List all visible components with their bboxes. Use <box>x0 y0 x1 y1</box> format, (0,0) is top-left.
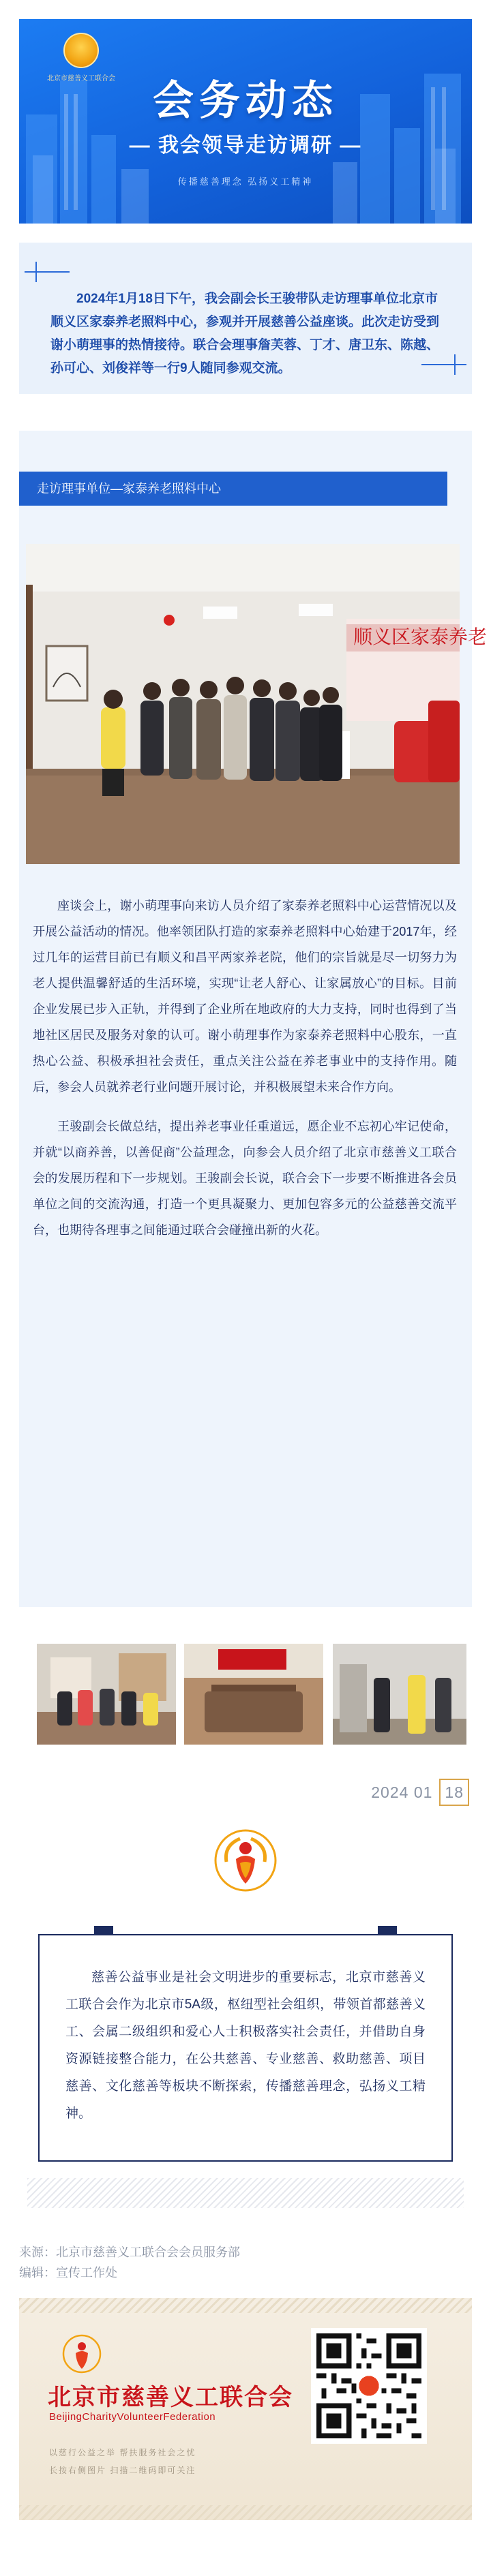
page-subtitle: — 我会领导走访调研 — <box>129 134 362 157</box>
banner-slogan: 传播慈善理念 弘扬义工精神 <box>177 177 314 187</box>
wechat-qr-code[interactable] <box>311 2328 427 2444</box>
footer-stripe-top <box>19 2298 472 2313</box>
photo-wall-sign: 顺义区家泰养老 <box>353 626 488 647</box>
section-title: 走访理事单位—家泰养老照料中心 <box>19 472 447 506</box>
card-tab-right <box>378 1926 397 1935</box>
publish-date-day: 18 <box>439 1779 469 1806</box>
meeting-photo-3[interactable] <box>333 1644 466 1745</box>
banner-logo-text: 北京市慈善义工联合会 <box>47 75 115 82</box>
meeting-photo-1[interactable] <box>37 1644 176 1745</box>
article-source <box>19 2242 240 2283</box>
corner-decoration-top-left-v <box>35 262 37 282</box>
group-photo-image <box>26 544 488 864</box>
card-hatch-decoration <box>27 2178 464 2208</box>
corner-decoration-bottom-right <box>421 364 466 365</box>
card-tab-left <box>94 1926 113 1935</box>
intro-text: 2024年1月18日下午，我会副会长王骏带队走访理事单位北京市顺义区家泰养老照料中心，参观并开展慈善公益座谈。此次走访受到谢小萌理事的热情接待。联合会理事詹芙蓉、丁才、唐卫东、陈越、孙可心、刘俊祥等一行9人随同参观交流。 <box>50 292 440 375</box>
federation-logo-icon <box>63 33 99 68</box>
meeting-photo-2[interactable] <box>184 1644 323 1745</box>
footer-stripe-bottom <box>19 2505 472 2520</box>
article-body <box>33 893 457 1257</box>
footer-slogan-line-1: 以慈行公益之举 帮扶服务社会之忧 <box>49 2448 196 2457</box>
page-title: 会务动态 <box>153 78 338 123</box>
meeting-photo-3-image <box>333 1644 466 1745</box>
header-banner <box>19 19 472 224</box>
meeting-photo-2-image <box>184 1644 323 1745</box>
corner-decoration-top-left <box>25 271 70 273</box>
source-line: 来源：北京市慈善义工联合会会员服务部 <box>19 2245 240 2259</box>
footer-logo-icon <box>61 2333 102 2374</box>
publish-date-year-month: 2024 01 <box>371 1783 433 1801</box>
footer-card <box>19 2298 472 2520</box>
editor-line: 编辑：宣传工作处 <box>19 2266 117 2280</box>
footer-org-name: 北京市慈善义工联合会 <box>48 2385 293 2410</box>
corner-decoration-bottom-right-v <box>454 354 456 375</box>
federation-intro-card <box>38 1934 453 2162</box>
qr-code-icon <box>316 2333 421 2438</box>
federation-intro-text: 慈善公益事业是社会文明进步的重要标志，北京市慈善义工联合会作为北京市5A级，枢纽型社会组织，带领首都慈善义工、会属二级组织和爱心人士积极落实社会责任，并借助自身资源链接整合能力，在公共慈善、专业慈善、救助慈善、项目慈善、文化慈善等板块不断探索，传播慈善理念，弘扬义工精神。 <box>65 1970 426 2121</box>
intro-card <box>19 243 472 394</box>
footer-slogan <box>49 2444 267 2479</box>
article-paragraph: 座谈会上，谢小萌理事向来访人员介绍了家泰养老照料中心运营情况以及开展公益活动的情况。他率领团队打造的家泰养老照料中心始建于2017年，经过几年的运营目前已有顺义和昌平两家养老院，他们的宗旨就是尽一切努力为老人提供温馨舒适的生活环境，实现“让老人舒心、让家属放心”的目标。目前企业发展已步入正轨，并得到了企业所在地政府的大力支持，同时也得到了当地社区居民及服务对象的认可。谢小萌理事作为家泰养老照料中心股东，一直热心公益、积极承担社会责任，重点关注公益在养老事业中的支持作用。随后，参会人员就养老行业问题开展讨论，并积极展望未来合作方向。 <box>33 899 457 1094</box>
article-paragraph: 王骏副会长做总结，提出养老事业任重道远，愿企业不忘初心牢记使命，并就“以商养善，以善促商”公益理念，向参会人员介绍了北京市慈善义工联合会的发展历程和下一步规划。王骏副会长说，联合会下一步要不断推进各会员单位之间的交流沟通，打造一个更具凝聚力、更加包容多元的公益慈善交流平台，也期待各理事之间能通过联合会碰撞出新的火花。 <box>33 1120 457 1237</box>
footer-org-en-name: BeijingCharityVolunteerFederation <box>49 2411 216 2423</box>
visit-group-photo[interactable] <box>26 544 488 864</box>
meeting-photo-1-image <box>37 1644 176 1745</box>
federation-emblem-icon <box>213 1828 278 1893</box>
footer-slogan-line-2: 长按右侧图片 扫描二维码即可关注 <box>49 2466 196 2475</box>
publish-date <box>346 1777 469 1807</box>
